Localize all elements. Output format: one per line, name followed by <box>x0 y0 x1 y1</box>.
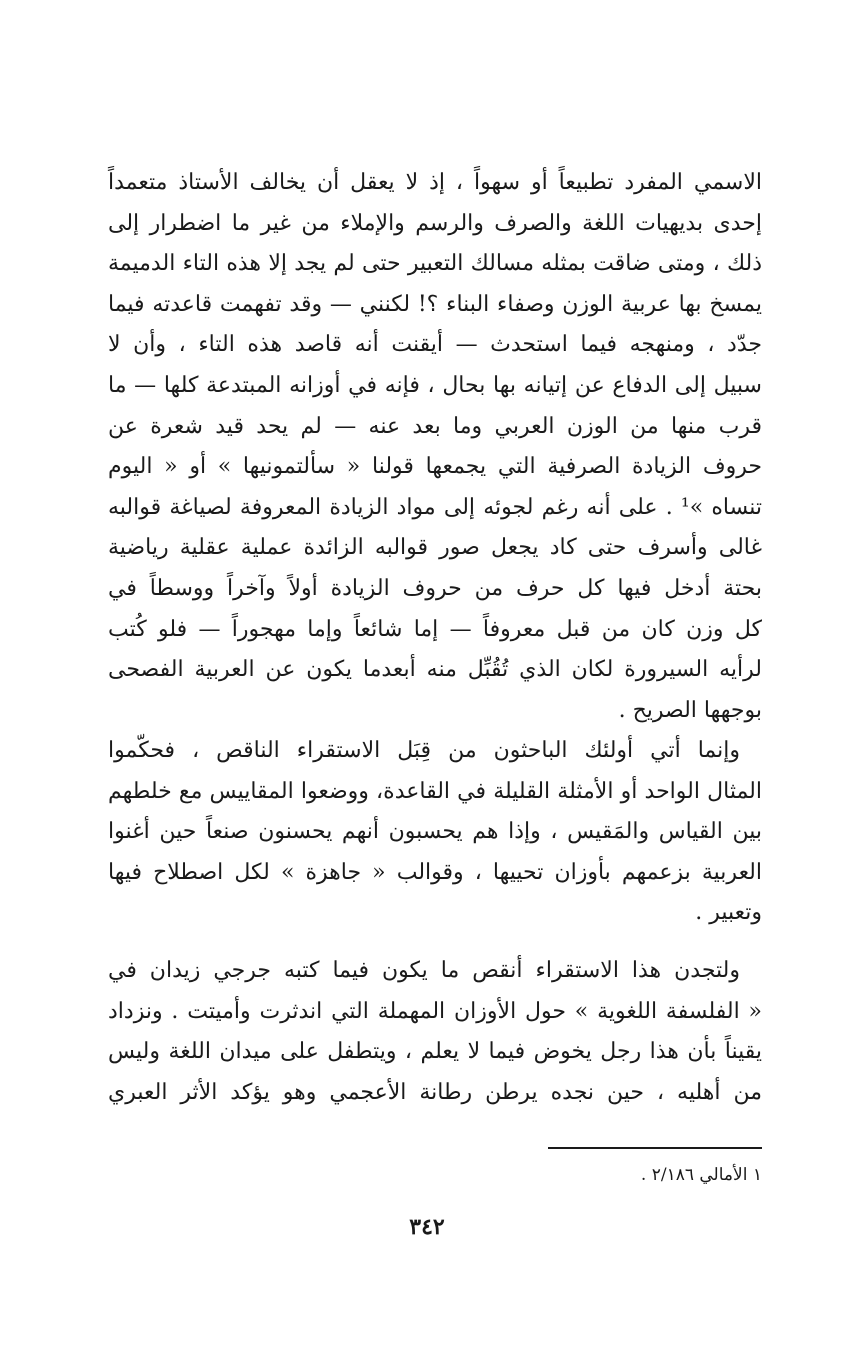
text-line: العربية بزعمهم بأوزان تحييها ، وقوالب « جاهزة » لكل اصطلاح فيها <box>108 859 762 885</box>
text-line: كل وزن كان من قبل معروفاً — إما شائعاً وإما مهجوراً — فلو كُتب <box>108 616 762 642</box>
text-line: قرب منها من الوزن العربي وما بعد عنه — لم يحد قيد شعرة عن <box>108 413 762 439</box>
text-line: المثال الواحد أو الأمثلة القليلة في القاعدة، ووضعوا المقاييس مع خلطهم <box>108 778 762 804</box>
text-line: تنساه »¹ . على أنه رغم لجوئه إلى مواد الزيادة المعروفة لصياغة قوالبه <box>108 494 762 520</box>
paragraph-2 <box>108 731 762 934</box>
text-line: يمسخ بها عربية الوزن وصفاء البناء ؟! لكنني — وقد تفهمت قاعدته فيما <box>108 291 762 317</box>
text-line: يقيناً بأن هذا رجل يخوض فيما لا يعلم ، ويتطفل على ميدان اللغة وليس <box>108 1039 762 1065</box>
page-number: ٣٤٢ <box>409 1214 445 1240</box>
text-line: وإنما أتي أولئك الباحثون من قِبَل الاستقراء الناقص ، فحكّموا <box>108 738 740 763</box>
text-line: « الفلسفة اللغوية » حول الأوزان المهملة التي اندثرت وأميتت . ونزداد <box>108 998 762 1024</box>
text-line: سبيل إلى الدفاع عن إتيانه بها بحال ، فإنه في أوزانه المبتدعة كلها — ما <box>108 372 762 398</box>
text-line: لرأيه السيرورة لكان الذي تُقُبِّل منه أبعدما يكون عن العربية الفصحى <box>108 657 762 683</box>
text-line: من أهليه ، حين نجده يرطن رطانة الأعجمي وهو يؤكد الأثر العبري <box>108 1079 762 1105</box>
text-line: وتعبير . <box>695 900 762 926</box>
text-line: جدّد ، ومنهجه فيما استحدث — أيقنت أنه قاصد هذه التاء ، وأن لا <box>108 332 762 358</box>
footnote-divider <box>548 1147 762 1149</box>
text-line: ذلك ، ومتى ضاقت بمثله مسالك التعبير حتى لم يجد إلا هذه التاء الدميمة <box>108 251 762 277</box>
paragraph-3 <box>108 951 762 1113</box>
text-line: حروف الزيادة الصرفية التي يجمعها قولنا « سألتمونيها » أو « اليوم <box>108 454 762 480</box>
text-line: بوجهها الصريح . <box>618 697 762 723</box>
text-line: بين القياس والمَقيس ، وإذا هم يحسبون أنهم يحسنون صنعاً حين أغنوا <box>108 819 762 845</box>
text-line: الاسمي المفرد تطبيعاً أو سهواً ، إذ لا يعقل أن يخالف الأستاذ متعمداً <box>108 170 762 195</box>
paragraph-1 <box>108 163 762 731</box>
text-line: إحدى بديهيات اللغة والصرف والرسم والإملاء من غير ما اضطرار إلى <box>108 210 762 236</box>
text-line: غالى وأسرف حتى كاد يجعل صور قوالبه الزائدة عملية عقلية رياضية <box>108 535 762 561</box>
text-line: بحتة أدخل فيها كل حرف من حروف الزيادة أولاً وآخراً ووسطاً في <box>108 575 762 601</box>
footnote: ١ الأمالي ٢/١٨٦ . <box>640 1165 762 1185</box>
text-line: ولتجدن هذا الاستقراء أنقص ما يكون فيما كتبه جرجي زيدان في <box>108 958 740 983</box>
